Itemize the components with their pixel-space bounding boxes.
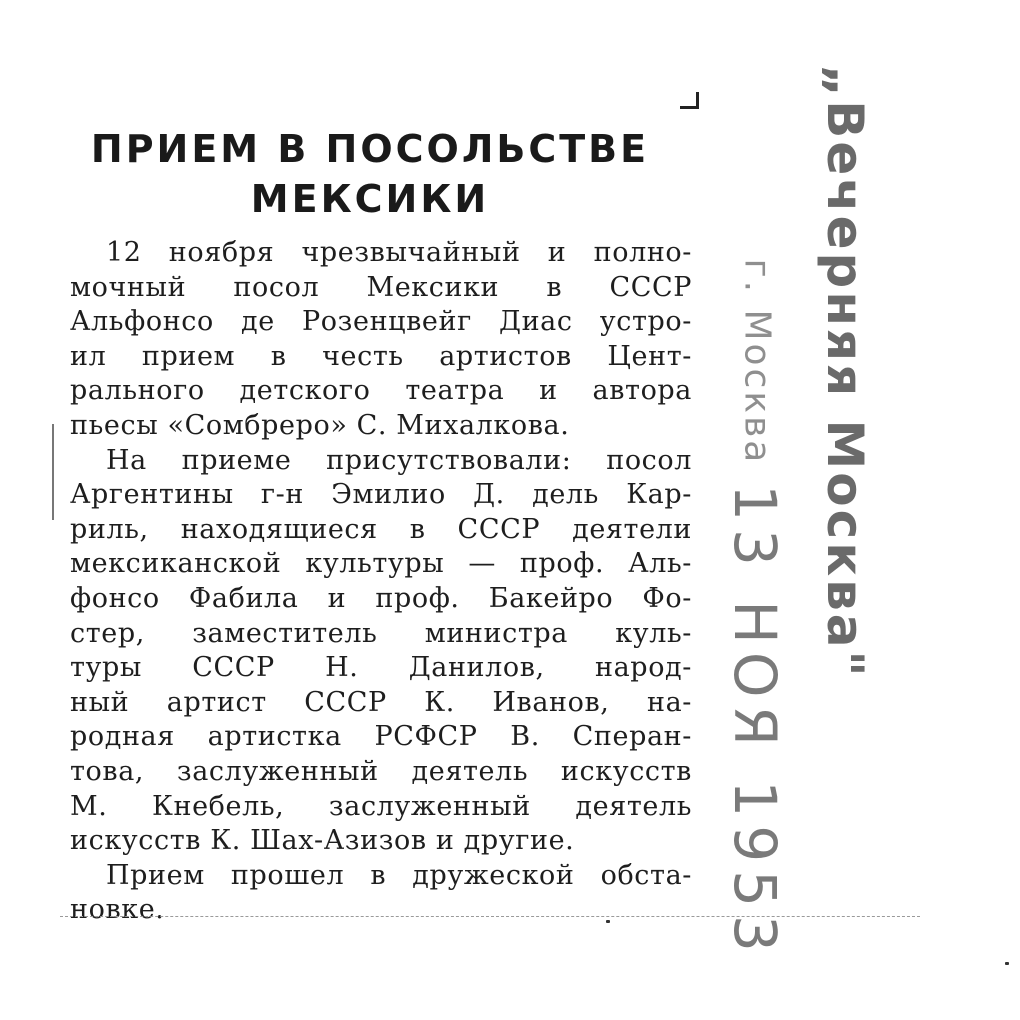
stamp-date: 13 НОЯ 1953: [721, 484, 789, 960]
article-line: Аргентины г-н Эмилио Д. дель Кар-: [70, 479, 692, 511]
article-line: 12 ноября чрезвычайный и полно-: [106, 237, 692, 268]
article-line: рального детского театра и автора: [70, 375, 692, 407]
article-line: туры СССР Н. Данилов, народ-: [70, 652, 692, 684]
headline-line-2: МЕКСИКИ: [250, 177, 490, 221]
headline-line-1: ПРИЕМ В ПОСОЛЬСТВЕ: [90, 127, 650, 171]
article-line: мочный посол Мексики в СССР: [70, 271, 692, 303]
article-line: родная артистка РСФСР В. Сперан-: [70, 721, 692, 753]
article-line: ил прием в честь артистов Цент-: [70, 340, 692, 372]
stamp-city: г. Москва: [736, 258, 778, 466]
scan-speck: [606, 920, 610, 923]
clipping-bottom-edge: [60, 916, 920, 917]
article-line: фонсо Фабила и проф. Бакейро Фо-: [70, 582, 692, 614]
article-line: М. Кнебель, заслуженный деятель: [70, 790, 692, 822]
article-body: [70, 236, 692, 928]
article-line: риль, находящиеся в СССР деятели: [70, 513, 692, 545]
scan-speck: [1005, 962, 1009, 965]
article-line: това, заслуженный деятель искусств: [70, 755, 692, 787]
article-line: пьесы «Сомбреро» С. Михалкова.: [70, 409, 570, 441]
article-line: ный артист СССР К. Иванов, на-: [70, 686, 692, 718]
article-line: искусств К. Шах-Азизов и другие.: [70, 825, 575, 857]
article-line: Альфонсо де Розенцвейг Диас устро-: [70, 306, 692, 338]
article-line: новке.: [70, 894, 165, 926]
article-line: мексиканской культуры — проф. Аль-: [70, 548, 692, 580]
article-line: Прием прошел в дружеской обста-: [106, 859, 692, 891]
article-line: На приеме присутствовали: посол: [106, 444, 692, 476]
margin-mark: [52, 424, 66, 520]
article-line: стер, заместитель министра куль-: [70, 617, 692, 649]
stamp-source: „Вечерняя Москва": [816, 64, 874, 680]
corner-crop-mark: [680, 92, 699, 109]
